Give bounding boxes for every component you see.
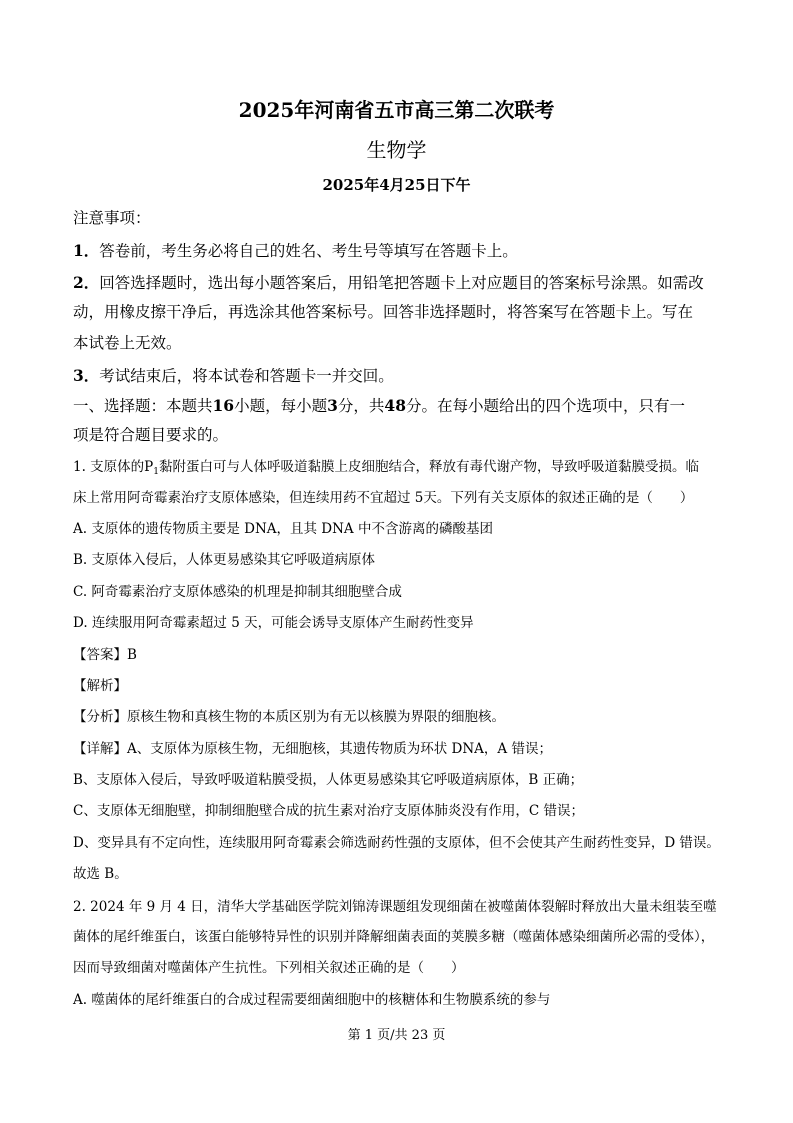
note-2-number: 2． — [73, 273, 100, 292]
note-1 — [73, 243, 518, 260]
q2-stem-line-1: 2. 2024 年 9 月 4 日，清华大学基础医学院刘锦涛课题组发现细菌在被噬菌体裂解时释放出大量未组装至噬 — [73, 899, 717, 915]
section-text-a: 一、选择题：本题共 — [73, 397, 213, 415]
notes-heading: 注意事项： — [73, 209, 151, 227]
q1-explain-d: D、变异具有不定向性，连续服用阿奇霉素会筛选耐药性强的支原体，但不会使其产生耐药性变异，D 错误。 — [73, 835, 720, 851]
q1-analysis-label: 【解析】 — [73, 678, 127, 694]
section-count: 16 — [212, 396, 235, 415]
q1-fenxi: 【分析】原核生物和真核生物的本质区别为有无以核膜为界限的细胞核。 — [73, 709, 505, 725]
q1-stem-line-2: 床上常用阿奇霉素治疗支原体感染，但连续用药不宜超过 5天。下列有关支原体的叙述正确的是（ ） — [73, 490, 694, 506]
note-3-text: 考试结束后，将本试卷和答题卡一并交回。 — [99, 367, 394, 385]
q1-explain-b: B、支原体入侵后，导致呼吸道粘膜受损，人体更易感染其它呼吸道病原体，B 正确； — [73, 772, 584, 788]
section-text-c: 小题，每小题 — [234, 397, 328, 415]
note-3-number: 3． — [73, 366, 100, 385]
q1-option-a: A. 支原体的遗传物质主要是 DNA，且其 DNA 中不含游离的磷酸基团 — [73, 521, 493, 537]
q2-stem-line-3: 因而导致细菌对噬菌体产生抗性。下列相关叙述正确的是（ ） — [73, 960, 465, 976]
q1-explain-c: C、支原体无细胞壁，抑制细胞壁合成的抗生素对治疗支原体肺炎没有作用，C 错误； — [73, 803, 584, 819]
q2-stem-line-2: 菌体的尾纤维蛋白，该蛋白能够特异性的识别并降解细菌表面的荚膜多糖（噬菌体感染细菌所必需的受体）， — [73, 929, 715, 945]
q1-xiangjie: 【详解】A、支原体为原核生物，无细胞核，其遗传物质为环状 DNA，A 错误； — [73, 741, 552, 757]
q1-stem-rest: 黏附蛋白可与人体呼吸道黏膜上皮细胞结合，释放有毒代谢产物，导致呼吸道黏膜受损。临 — [159, 459, 699, 475]
q1-choose: 故选 B。 — [73, 866, 128, 882]
note-2-line-2: 动，用橡皮擦干净后，再选涂其他答案标号。回答非选择题时，将答案写在答题卡上。写在 — [73, 303, 694, 321]
q1-subscript: 1 — [153, 467, 159, 477]
q1-option-d: D. 连续服用阿奇霉素超过 5 天，可能会诱导支原体产生耐药性变异 — [73, 615, 474, 631]
section-points-each: 3 — [327, 396, 338, 415]
page-footer: 第 1 页/共 23 页 — [347, 1028, 446, 1043]
q1-answer: 【答案】B — [73, 647, 137, 663]
q1-option-c: C. 阿奇霉素治疗支原体感染的机理是抑制其细胞壁合成 — [73, 584, 402, 600]
note-1-text: 答卷前，考生务必将自己的姓名、考生号等填写在答题卡上。 — [99, 242, 518, 260]
note-3 — [73, 368, 394, 385]
q1-option-b: B. 支原体入侵后，人体更易感染其它呼吸道病原体 — [73, 552, 376, 568]
q1-stem-start: 1. 支原体的P — [73, 459, 154, 475]
note-2-line-1 — [73, 275, 704, 292]
note-1-number: 1． — [73, 241, 100, 260]
q1-stem-line-1 — [73, 461, 699, 475]
note-2-line-3: 本试卷上无效。 — [73, 334, 182, 352]
section-text-g: 分。在每小题给出的四个选项中，只有一 — [406, 397, 686, 415]
section-points-total: 48 — [384, 396, 406, 415]
exam-title: 2025年河南省五市高三第二次联考 — [238, 98, 555, 122]
exam-date: 2025年4月25日下午 — [322, 176, 471, 194]
section-heading-line-1 — [73, 398, 685, 415]
q2-option-a: A. 噬菌体的尾纤维蛋白的合成过程需要细菌细胞中的核糖体和生物膜系统的参与 — [73, 992, 551, 1008]
note-2-text: 回答选择题时，选出每小题答案后，用铅笔把答题卡上对应题目的答案标号涂黑。如需改 — [99, 274, 704, 292]
section-heading-line-2: 项是符合题目要求的。 — [73, 426, 229, 444]
section-text-e: 分，共 — [337, 397, 385, 415]
exam-subject: 生物学 — [366, 138, 427, 162]
